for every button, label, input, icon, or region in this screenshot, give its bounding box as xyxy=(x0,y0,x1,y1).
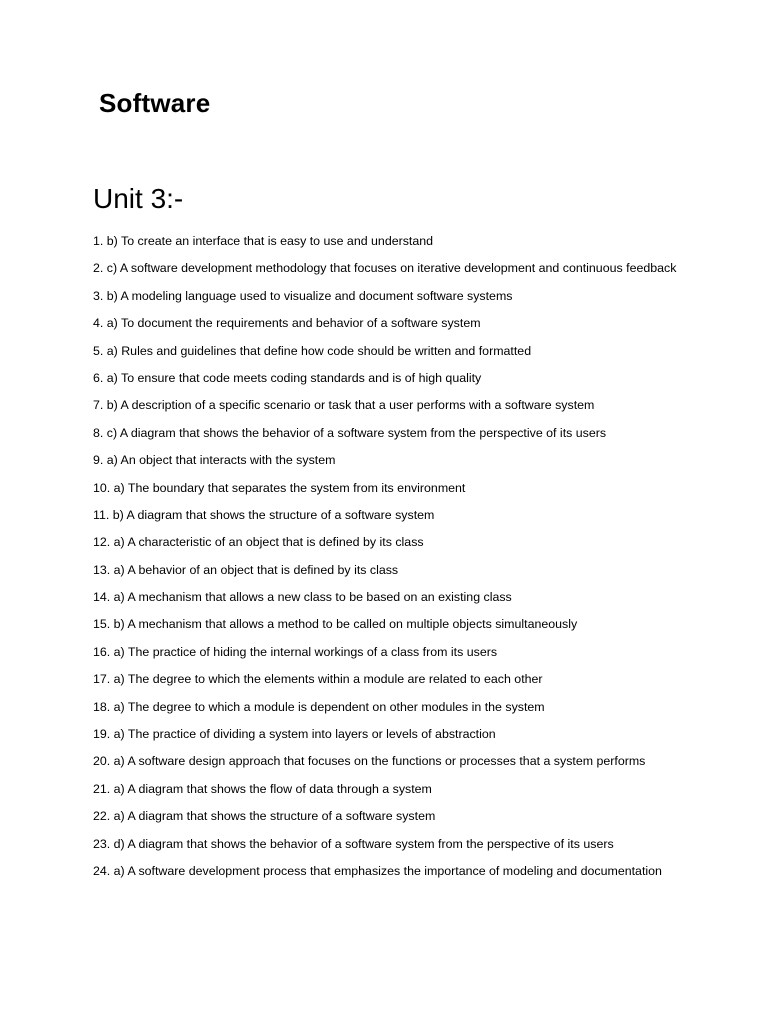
answer-item: 10. a) The boundary that separates the system from its environment xyxy=(93,480,466,495)
answer-item: 24. a) A software development process that emphasizes the importance of modeling and documentation xyxy=(93,863,662,878)
unit-heading: Unit 3:- xyxy=(93,183,184,214)
answer-item: 12. a) A characteristic of an object that is defined by its class xyxy=(93,535,424,550)
answer-item: 2. c) A software development methodology that focuses on iterative development and continuous feedback xyxy=(93,261,677,276)
answer-item: 20. a) A software design approach that focuses on the functions or processes that a system performs xyxy=(93,754,646,769)
answer-item: 8. c) A diagram that shows the behavior of a software system from the perspective of its users xyxy=(93,425,607,440)
answer-item: 13. a) A behavior of an object that is defined by its class xyxy=(93,562,399,577)
answer-item: 11. b) A diagram that shows the structure of a software system xyxy=(93,507,435,522)
answer-list xyxy=(93,232,683,889)
answer-item: 1. b) To create an interface that is easy to use and understand xyxy=(93,234,434,248)
answer-item: 7. b) A description of a specific scenario or task that a user performs with a software system xyxy=(93,398,595,413)
answer-item: 19. a) The practice of dividing a system into layers or levels of abstraction xyxy=(93,727,496,742)
answer-item: 15. b) A mechanism that allows a method to be called on multiple objects simultaneously xyxy=(93,617,578,632)
answer-item: 9. a) An object that interacts with the system xyxy=(93,453,336,468)
answer-item: 3. b) A modeling language used to visualize and document software systems xyxy=(93,288,513,303)
answer-item: 6. a) To ensure that code meets coding standards and is of high quality xyxy=(93,370,482,385)
answer-item: 14. a) A mechanism that allows a new class to be based on an existing class xyxy=(93,590,512,605)
answer-item: 5. a) Rules and guidelines that define how code should be written and formatted xyxy=(93,343,532,358)
answer-item: 23. d) A diagram that shows the behavior of a software system from the perspective of its users xyxy=(93,836,614,851)
answer-item: 17. a) The degree to which the elements within a module are related to each other xyxy=(93,672,543,687)
document-title: Software xyxy=(99,88,211,118)
answer-item: 4. a) To document the requirements and behavior of a software system xyxy=(93,316,481,331)
answer-item: 18. a) The degree to which a module is dependent on other modules in the system xyxy=(93,699,545,714)
answer-item: 21. a) A diagram that shows the flow of data through a system xyxy=(93,781,432,796)
answer-item: 16. a) The practice of hiding the internal workings of a class from its users xyxy=(93,644,498,659)
answer-item: 22. a) A diagram that shows the structure of a software system xyxy=(93,809,436,824)
